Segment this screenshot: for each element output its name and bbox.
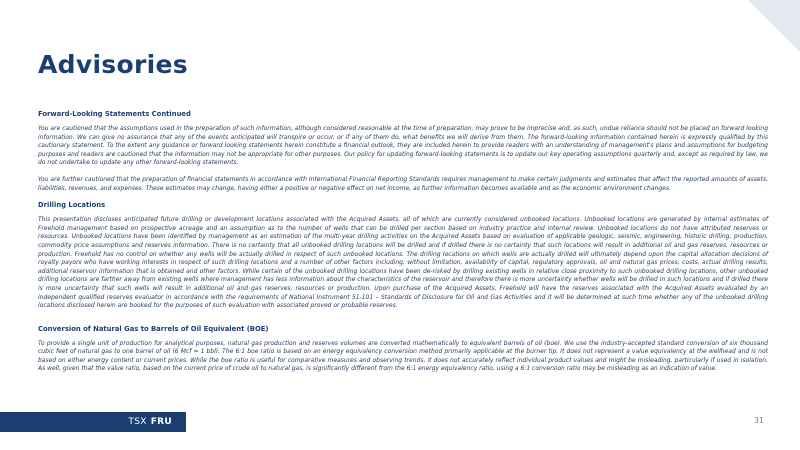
exchange-label: TSX — [128, 417, 147, 427]
drilling-locations-paragraph: This presentation discloses anticipated future drilling or development locations associated with the Acquired Assets, all of which are currently considered unbooked locations. Unbooked locations are generated by internal estimates of Freehold management based on prospective acreage and an assumption as to the number of wells that can be drilled per section based on industry practice and internal review. Unbooked locations do not have attributed reserves or resources. Unbooked locations have been identified by management as an estimation of the multi-year drilling activities on the Acquired Assets based on evaluation of applicable geologic, seismic, engineering, historic drilling, production, commodity price assumptions and reserves information. There is no certainty that all unbooked drilling locations will be drilled and if drilled there is no certainty that such locations will result in additional oil and gas reserves, resources or production. Freehold has no control on whether any wells will be actually drilled in respect of such unbooked locations. The drilling locations on which wells are actually drilled will ultimately depend upon the capital allocation decisions of royalty payors who have working interests in respect of such drilling locations and a number of other factors including, without limitation, availability of capital, regulatory approvals, oil and natural gas prices, costs, actual drilling results, additional reservoir information that is obtained and other factors. While certain of the unbooked drilling locations have been de-risked by drilling existing wells in relative close proximity to such unbooked drilling locations, other unbooked drilling locations are farther away from existing wells where management has less information about the characteristics of the reservoir and therefore there is more uncertainty whether wells will be drilled in such locations and if drilled there is more uncertainty that such wells will result in additional oil and gas reserves, resources or production. Upon purchase of the Acquired Assets, Freehold will have the reserves associated with the Acquired Assets evaluated by an independent qualified reserves evaluator in accordance with the requirements of National Instrument 51-101 – Standards of Disclosure for Oil and Gas Activities and it will be determined at such time whether any of the unbooked drilling locations disclosed herein are booked for the purposes of such evaluation with associated proved or probable reserves. — [38, 216, 768, 310]
section-heading-drilling-locations: Drilling Locations — [38, 201, 106, 210]
corner-decoration — [748, 0, 800, 52]
page-number: 31 — [753, 416, 764, 425]
section-heading-boe-conversion: Conversion of Natural Gas to Barrels of Oil Equivalent (BOE) — [38, 324, 269, 333]
section-heading-forward-looking: Forward-Looking Statements Continued — [38, 110, 191, 118]
page-title: Advisories — [38, 50, 188, 79]
forward-looking-paragraph-2: You are further cautioned that the preparation of financial statements in accordance with International Financial Reporting Standards requires management to make certain judgments and estimates that affect the reported amounts of assets, liabilities, revenues, and expenses. These estimates may change, having either a positive or negative effect on net income, as further information becomes available and as the economic environment changes. — [38, 175, 768, 192]
footer-ticker-bar — [0, 412, 186, 432]
forward-looking-paragraph-1: You are cautioned that the assumptions used in the preparation of such information, although considered reasonable at the time of preparation, may prove to be imprecise and, as such, undue reliance should not be placed on forward looking information. We can give no assurance that any of the events anticipated will transpire or occur, or if any of them do, what benefits we will derive from them. The forward-looking information contained herein is expressly qualified by this cautionary statement. To the extent any guidance or forward looking statements herein constitute a financial outlook, they are included herein to provide readers with an understanding of management's plans and assumptions for budgeting purposes and readers are cautioned that the information may not be appropriate for other purposes. Our policy for updating forward-looking statements is to update our key operating assumptions quarterly and, except as required by law, we do not undertake to update any other forward-looking statements. — [38, 125, 768, 167]
ticker-label: FRU — [150, 417, 172, 427]
advisories-content — [38, 110, 768, 382]
boe-conversion-paragraph: To provide a single unit of production for analytical purposes, natural gas production and reserves volumes are converted mathematically to equivalent barrels of oil (boe). We use the industry-accepted standard conversion of six thousand cubic feet of natural gas to one barrel of oil (6 Mcf = 1 bbl). The 6:1 boe ratio is based on an energy equivalency conversion method primarily applicable at the burner tip. It does not represent a value equivalency at the wellhead and is not based on either energy content or current prices. While the boe ratio is useful for comparative measures and observing trends, it does not accurately reflect individual product values and might be misleading, particularly if used in isolation. As well, given that the value ratio, based on the current price of crude oil to natural gas, is significantly different from the 6:1 energy equivalency ratio, using a 6:1 conversion ratio may be misleading as an indication of value. — [38, 339, 768, 373]
